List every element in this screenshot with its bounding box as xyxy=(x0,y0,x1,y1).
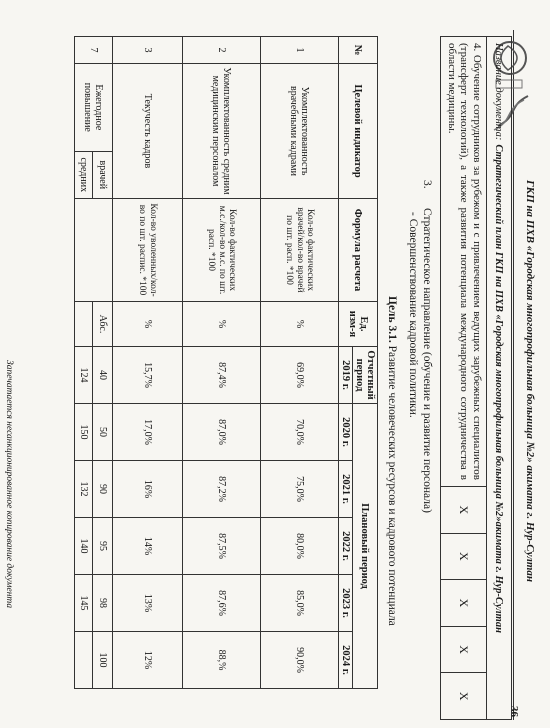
row-unit xyxy=(75,302,93,347)
row-formula: Кол-во уволенных/кол-во по шт. распис. *100 xyxy=(113,199,183,302)
row-value: 140 xyxy=(75,518,93,575)
goal4-mark: Х xyxy=(441,534,486,581)
row-value: 87,4% xyxy=(183,347,261,404)
row-value: 80,0% xyxy=(261,518,339,575)
row-value: 88,% xyxy=(183,632,261,689)
section-title: Стратегическое направление (обучение и развитие персонала) xyxy=(421,208,433,513)
goal4-row xyxy=(440,36,486,720)
year-cell: 2019 г. xyxy=(339,347,353,404)
table-header-row xyxy=(353,37,378,689)
footer-note: Запечатается несанкционированное копирование документа xyxy=(4,360,14,609)
row-indicator: Текучесть кадров xyxy=(113,64,183,199)
year-cell: 2021 г. xyxy=(339,461,353,518)
row-num: 3 xyxy=(113,37,183,64)
goal4-text: 4. Обучение сотрудников за рубежом и с привлечением ведущих зарубежных специалистов (трансферт технологий), а также развития потенциала международного сотрудничества в области медицины. xyxy=(441,37,486,487)
goal4-mark: Х xyxy=(457,691,471,701)
row-value: 150 xyxy=(75,404,93,461)
row-formula: Кол-во фактических м.с./кол-во м.с. по шт. расп. *100 xyxy=(183,199,261,302)
year-cell: 2023 г. xyxy=(339,575,353,632)
section-number: 3. xyxy=(421,180,433,189)
row-indicator: Укомплектованность врачебными кадрами xyxy=(261,64,339,199)
row-value: 95 xyxy=(93,518,113,575)
table-row xyxy=(93,37,113,689)
year-cell: 2020 г. xyxy=(339,404,353,461)
row-value: 69,0% xyxy=(261,347,339,404)
row-value: 14% xyxy=(113,518,183,575)
row-num: 2 xyxy=(183,37,261,64)
row-value: 16% xyxy=(113,461,183,518)
row-value: 85,0% xyxy=(261,575,339,632)
goal4-mark: Х xyxy=(441,580,486,627)
year-cell: 2022 г. xyxy=(339,518,353,575)
row-value: 13% xyxy=(113,575,183,632)
row-formula xyxy=(75,199,113,302)
hospital-title: ГКП на ПХВ «Городская многопрофильная больница №2» акимата г. Нур-Султан xyxy=(524,180,536,583)
row-value: 87,5% xyxy=(183,518,261,575)
header-planned: Плановый период xyxy=(353,404,378,689)
document-label: Название документа: xyxy=(493,43,505,141)
row-num: 1 xyxy=(261,37,339,64)
goal-heading xyxy=(386,296,398,626)
row-value: 50 xyxy=(93,404,113,461)
row-value: 12% xyxy=(113,632,183,689)
row-unit: Абс. xyxy=(93,302,113,347)
row-value: 98 xyxy=(93,575,113,632)
document-title-line xyxy=(486,36,512,720)
row-unit: % xyxy=(261,302,339,347)
section-subtitle: - Совершенствование кадровой политики. xyxy=(407,212,419,418)
row-formula: Кол-во фактических врачей/кол-во врачей по шт. расп. *100 xyxy=(261,199,339,302)
table-row xyxy=(183,37,261,689)
section-heading xyxy=(420,180,434,513)
row-indicator: Ежегодное повышение xyxy=(75,64,113,152)
sub-row-label: средних xyxy=(75,151,93,198)
row-value: 70,0% xyxy=(261,404,339,461)
sub-row-label: врачей xyxy=(93,151,113,198)
goal4-mark: Х xyxy=(441,487,486,534)
row-value: 87,6% xyxy=(183,575,261,632)
header-indicator: Целевой индикатор xyxy=(339,64,378,199)
page-number: 36 xyxy=(508,706,520,717)
header-unit: Ед. изм-я xyxy=(339,302,378,347)
year-cell: 2024 г. xyxy=(339,632,353,689)
header-formula: Формула расчета xyxy=(339,199,378,302)
goal4-mark: Х xyxy=(441,627,486,674)
row-value: 132 xyxy=(75,461,93,518)
row-num: 7 xyxy=(75,37,113,64)
indicators-table xyxy=(74,36,378,689)
table-row xyxy=(261,37,339,689)
row-value: 87,2% xyxy=(183,461,261,518)
goal-label: Цель 3.1. xyxy=(386,296,398,343)
row-value: 124 xyxy=(75,347,93,404)
row-indicator: Укомплектованность средним медицинским персоналом xyxy=(183,64,261,199)
row-value: 40 xyxy=(93,347,113,404)
table-row xyxy=(113,37,183,689)
header-reporting: Отчетный период xyxy=(353,347,378,404)
header-num: № xyxy=(339,37,378,64)
row-value: 90 xyxy=(93,461,113,518)
row-value: 100 xyxy=(93,632,113,689)
row-value: 15,7% xyxy=(113,347,183,404)
row-value xyxy=(75,632,93,689)
row-value: 75,0% xyxy=(261,461,339,518)
row-value: 90,0% xyxy=(261,632,339,689)
row-unit: % xyxy=(183,302,261,347)
row-value: 17,0% xyxy=(113,404,183,461)
row-value: 145 xyxy=(75,575,93,632)
goal-text: Развитие человеческих ресурсов и кадрового потенциала xyxy=(386,345,398,626)
row-value: 87,0% xyxy=(183,404,261,461)
row-unit: % xyxy=(113,302,183,347)
document-title: Стратегический план ГКП на ПХВ «Городская многопрофильная больница №2»акимата г. Нур-Султан xyxy=(493,144,505,633)
